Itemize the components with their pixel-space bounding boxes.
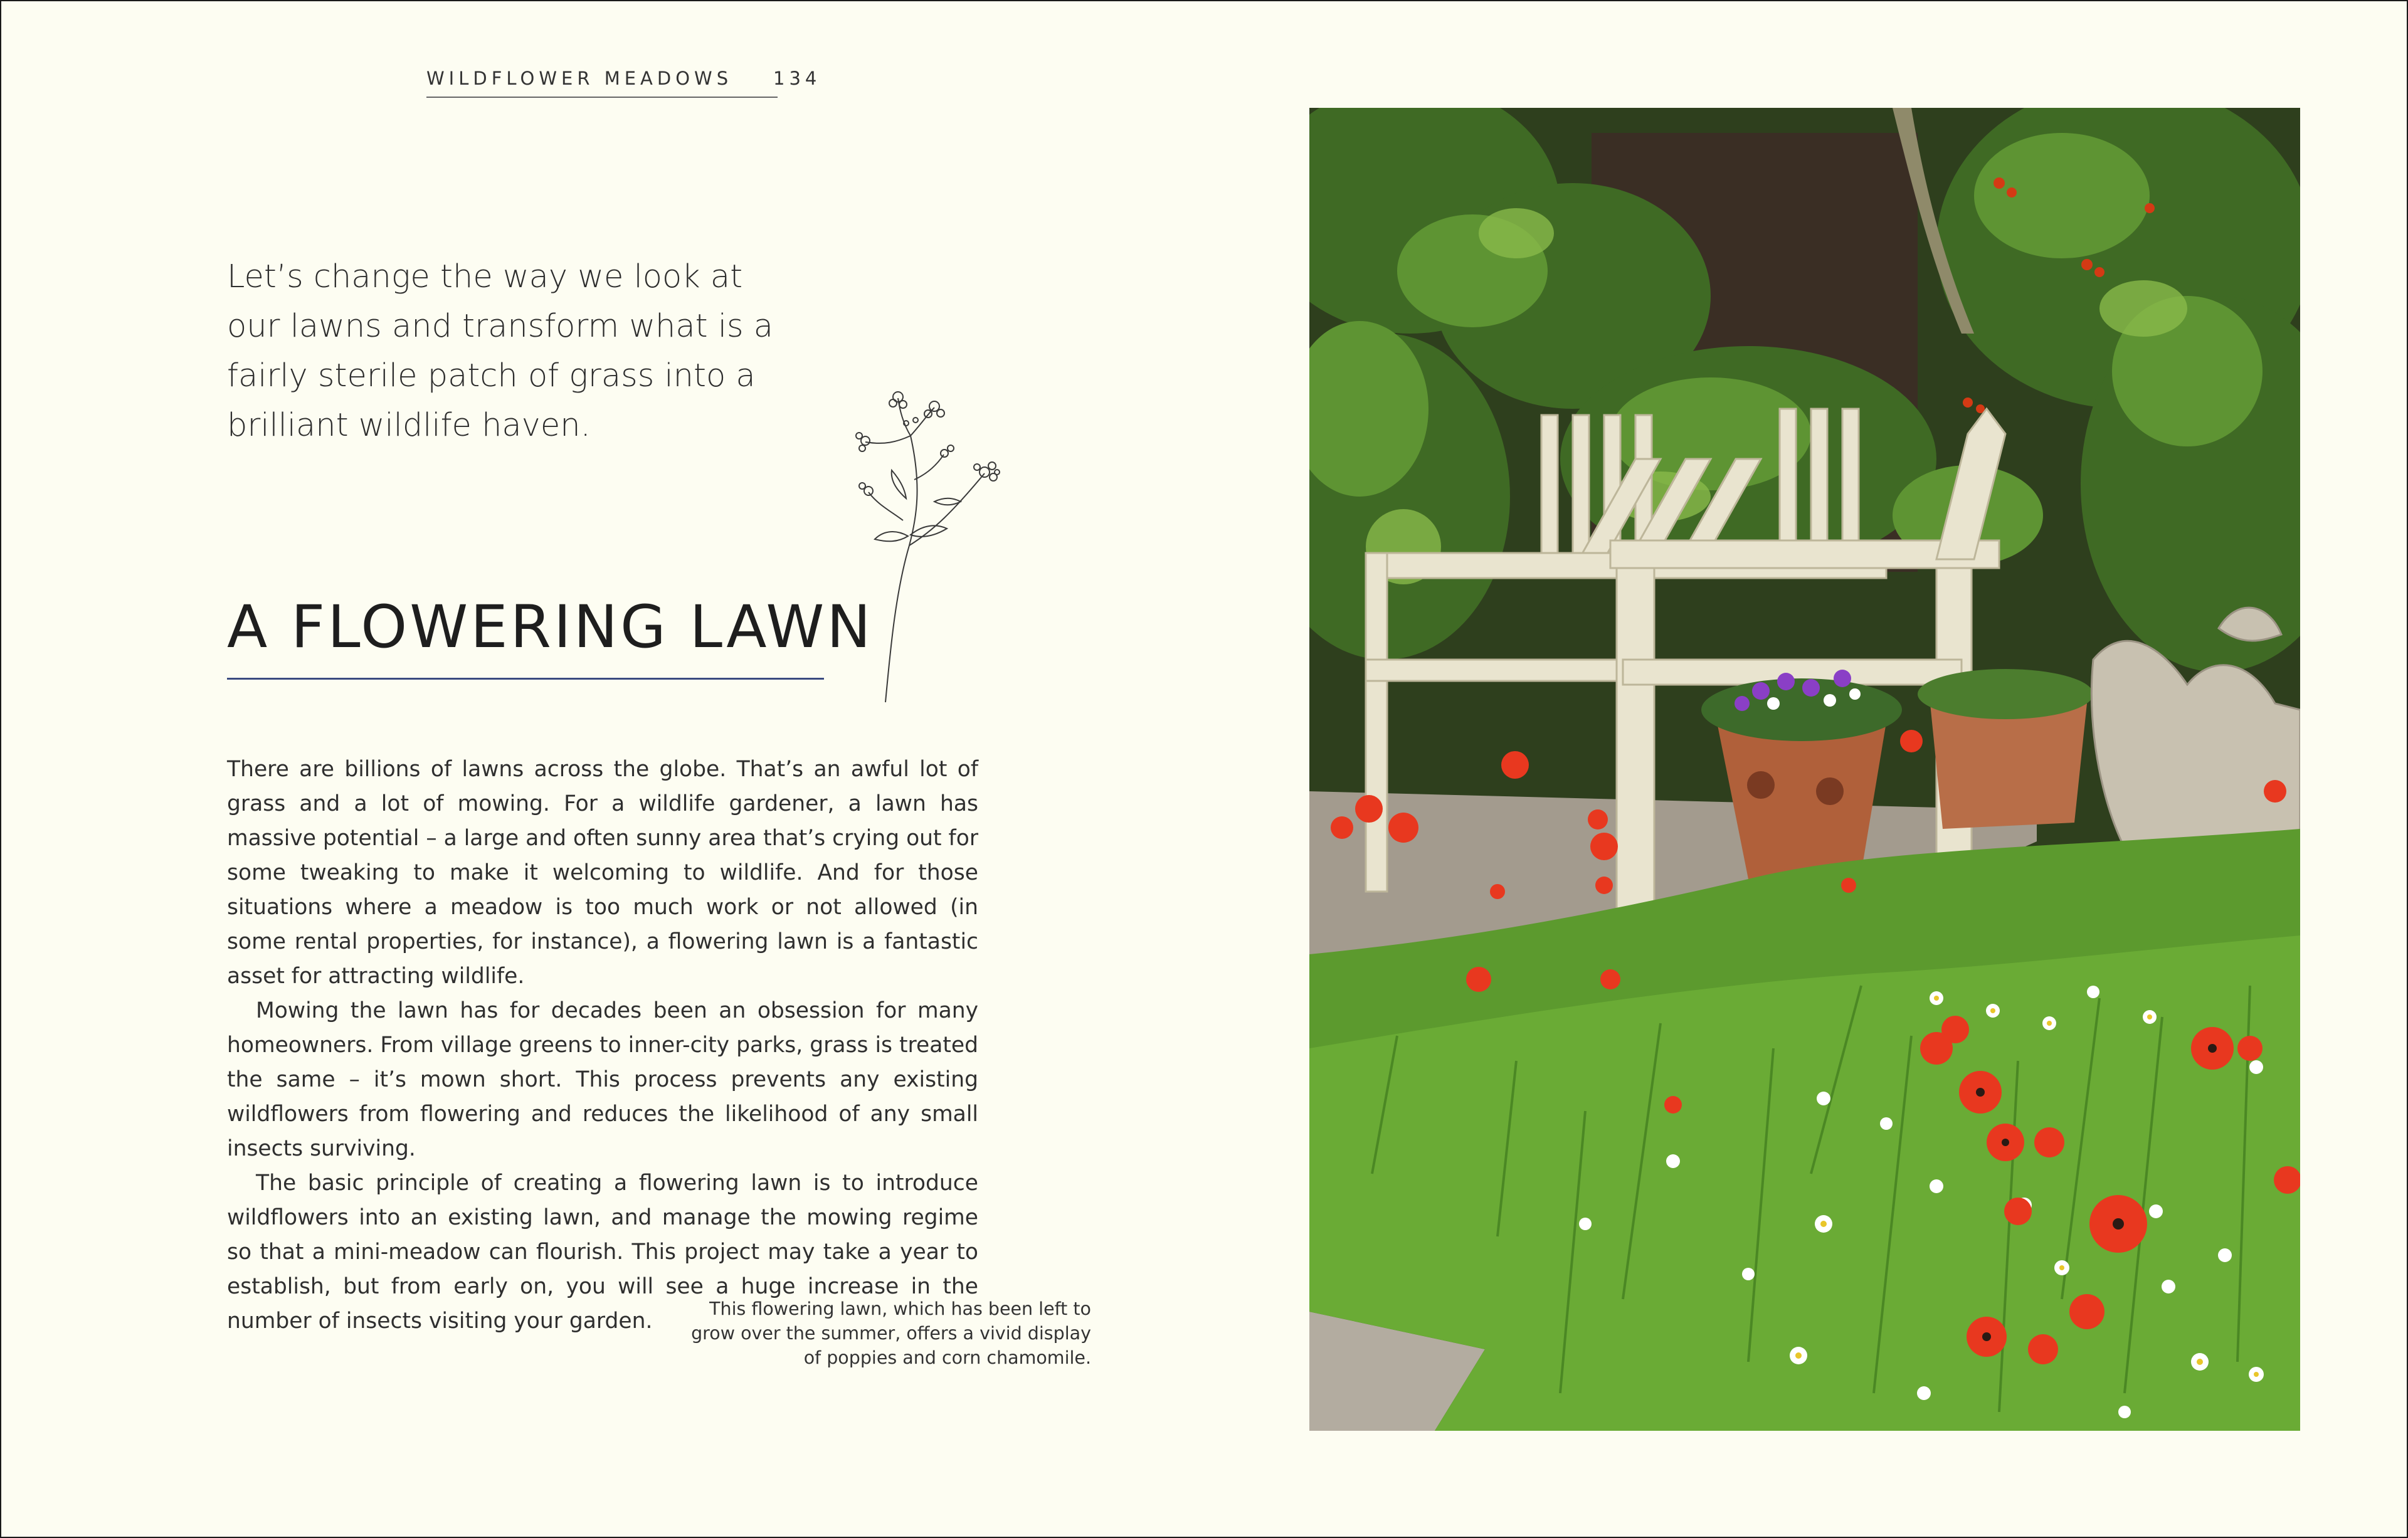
intro-text: Let’s change the way we look at our lawns and transform what is a fairly sterile patch of grass into a brilliant wildlife haven. [227, 258, 774, 444]
body-paragraph: Mowing the lawn has for decades been an obsession for many homeowners. From village greens to inner-city parks, grass is treated the same – it’s mown short. This process prevents any existing wildflowers from flowering and reduces the likelihood of any small insects surviving. [227, 998, 978, 1161]
body-text [227, 752, 978, 1339]
photo-scene [1309, 108, 2300, 1431]
section-heading: A FLOWERING LAWN [227, 593, 824, 680]
photo-caption: This flowering lawn, which has been left to grow over the summer, offers a vivid display of poppies and corn chamomile. [691, 1298, 1091, 1368]
page-number: 134 [773, 68, 821, 89]
running-head [426, 68, 821, 98]
wildflower-sprig-illustration [840, 386, 1010, 712]
body-paragraph: There are billions of lawns across the globe. That’s an awful lot of grass and a lot of mowing. For a wildlife gardener, a lawn has massive potential – a large and often sunny area that’s crying out for some tweaking to make it welcoming to wildlife. And for those situations where a meadow is too much work or not allowed (in some rental properties, for instance), a flowering lawn is a fantastic asset for attracting wildlife. [227, 757, 978, 989]
section-title: WILDFLOWER MEADOWS [426, 68, 733, 89]
garden-bench-photo [1309, 108, 2300, 1431]
body-paragraph: The basic principle of creating a flowering lawn is to introduce wildflowers into an existing lawn, and manage the mowing regime so that a mini-meadow can flourish. This project may take a year to establish, but from early on, you will see a huge increase in the number of insects visiting your garden. [227, 1171, 978, 1334]
